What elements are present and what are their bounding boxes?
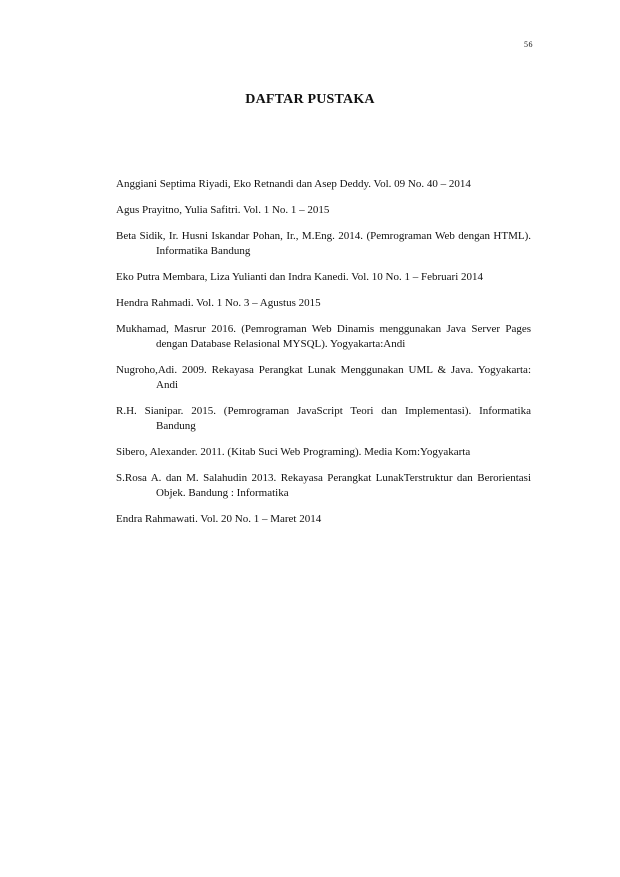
reference-item: R.H. Sianipar. 2015. (Pemrograman JavaScript Teori dan Implementasi). Informatika Bandung <box>116 405 531 432</box>
reference-item: Sibero, Alexander. 2011. (Kitab Suci Web Programing). Media Kom:Yogyakarta <box>116 446 471 458</box>
reference-item: Endra Rahmawati. Vol. 20 No. 1 – Maret 2014 <box>116 513 322 525</box>
reference-item: Beta Sidik, Ir. Husni Iskandar Pohan, Ir., M.Eng. 2014. (Pemrograman Web dengan HTML). Informatika Bandung <box>116 230 531 257</box>
reference-item: Eko Putra Membara, Liza Yulianti dan Indra Kanedi. Vol. 10 No. 1 – Februari 2014 <box>116 271 483 283</box>
reference-item: Agus Prayitno, Yulia Safitri. Vol. 1 No. 1 – 2015 <box>116 204 330 216</box>
reference-item: S.Rosa A. dan M. Salahudin 2013. Rekayasa Perangkat LunakTerstruktur dan Berorientasi Objek. Bandung : Informatika <box>116 472 531 499</box>
reference-item: Mukhamad, Masrur 2016. (Pemrograman Web Dinamis menggunakan Java Server Pages dengan Database Relasional MYSQL). Yogyakarta:Andi <box>116 323 531 350</box>
reference-item: Hendra Rahmadi. Vol. 1 No. 3 – Agustus 2015 <box>116 297 321 309</box>
page-title: DAFTAR PUSTAKA <box>245 92 375 107</box>
reference-item: Nugroho,Adi. 2009. Rekayasa Perangkat Lunak Menggunakan UML & Java. Yogyakarta: Andi <box>116 364 531 391</box>
reference-item: Anggiani Septima Riyadi, Eko Retnandi dan Asep Deddy. Vol. 09 No. 40 – 2014 <box>116 178 471 190</box>
page-number: 56 <box>524 40 533 49</box>
reference-list <box>116 177 531 538</box>
